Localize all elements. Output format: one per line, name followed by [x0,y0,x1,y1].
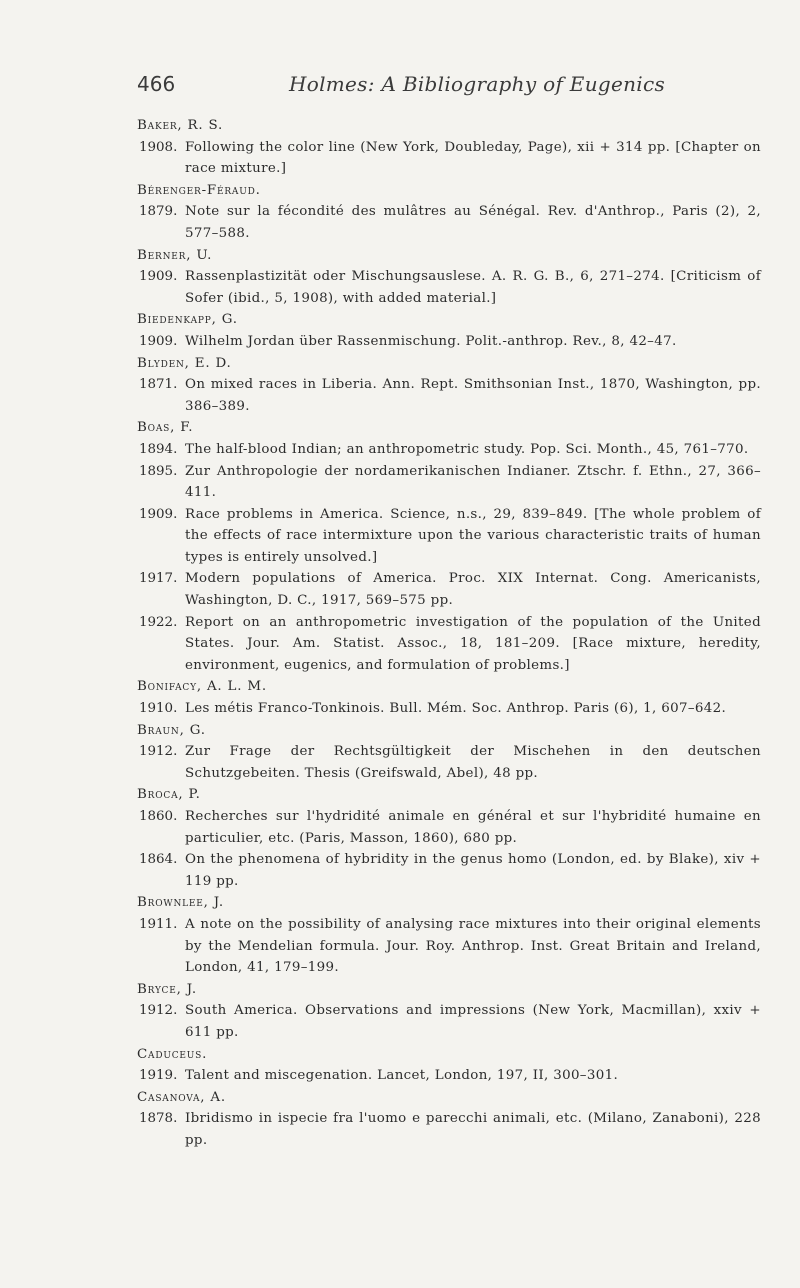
entry-text: Zur Frage der Rechtsgültigkeit der Mischehen in den deutschen Schutzgebeiten. Thesis (Greifswald, Abel), 48 pp. [185,744,761,781]
author-block [137,720,761,785]
author-block [137,1087,761,1152]
entry-year: 1879. [139,204,178,220]
running-title: Holmes: A Bibliography of Eugenics [289,72,666,96]
entry-text: Race problems in America. Science, n.s., 29, 839–849. [The whole problem of the effects of race intermixture upon the various characteristic traits of human types is entirely unsolved.] [185,506,761,565]
entry-year: 1909. [139,269,178,285]
bibliography-entry [137,849,761,892]
entry-year: 1894. [139,441,178,457]
entry-text: Note sur la fécondité des mulâtres au Sénégal. Rev. d'Anthrop., Paris (2), 2, 577–588. [185,204,761,241]
author-name: Broca, P. [137,787,201,803]
bibliography-entry [137,698,761,720]
author-name: Casanova, A. [137,1089,226,1105]
entry-year: 1919. [139,1068,178,1084]
entry-text: Recherches sur l'hydridité animale en général et sur l'hybridité humaine en particulier, etc. (Paris, Masson, 1860), 680 pp. [185,809,761,846]
author-name: Bonifacy, A. L. M. [137,679,267,695]
bibliography-entry [137,741,761,784]
author-name: Baker, R. S. [137,118,224,133]
bibliography-entry [137,331,761,353]
entry-year: 1871. [139,377,178,393]
entry-text: Zur Anthropologie der nordamerikanischen Indianer. Ztschr. f. Ethn., 27, 366–411. [185,463,761,501]
author-block [137,784,761,892]
entry-text: Wilhelm Jordan über Rassenmischung. Polit.-anthrop. Rev., 8, 42–47. [185,333,677,349]
author-block [137,676,761,719]
author-block [137,180,761,245]
entry-year: 1910. [139,701,178,717]
entry-year: 1878. [139,1111,178,1127]
bibliography-entry [137,504,761,569]
entry-text: Modern populations of America. Proc. XIX Internat. Cong. Americanists, Washington, D. C., 1917, 569–575 pp. [185,571,761,609]
entry-year: 1908. [139,139,178,155]
bibliography-entry [137,137,761,180]
author-block [137,309,761,352]
author-name: Braun, G. [137,722,206,738]
page-number: 466 [137,72,176,96]
author-block [137,979,761,1044]
entry-year: 1912. [139,744,178,760]
entry-text: South America. Observations and impressions (New York, Macmillan), xxiv + 611 pp. [185,1003,761,1040]
bibliography-entry [137,1108,761,1151]
entry-text: Report on an anthropometric investigation of the population of the United States. Jour. Am. Statist. Assoc., 18, 181–209. [Race mixture, heredity, environment, eugenics, and formulation of problems.] [185,614,761,673]
entry-text: The half-blood Indian; an anthropometric study. Pop. Sci. Month., 45, 761–770. [185,441,749,457]
entry-text: On the phenomena of hybridity in the genus homo (London, ed. by Blake), xiv + 119 pp. [185,852,761,889]
entry-year: 1922. [139,614,178,630]
author-name: Caduceus. [137,1046,208,1062]
author-name: Berner, U. [137,247,213,263]
entry-year: 1909. [139,333,178,349]
entry-text: A note on the possibility of analysing race mixtures into their original elements by the Mendelian formula. Jour. Roy. Anthrop. Inst. Great Britain and Ireland, London, 41, 179–199. [185,916,761,976]
entry-year: 1911. [139,916,178,932]
bibliography-entry [137,612,761,677]
author-name: Bryce, J. [137,981,197,997]
bibliography-entry [137,568,761,611]
bibliography-entry [137,806,761,849]
author-name: Blyden, E. D. [137,355,232,371]
bibliography-entry [137,1000,761,1043]
bibliography-entry [137,266,761,309]
bibliography-entry [137,439,761,461]
entry-text: On mixed races in Liberia. Ann. Rept. Smithsonian Inst., 1870, Washington, pp. 386–389. [185,377,761,414]
bibliography-entry [137,461,761,504]
bibliography-entry [137,201,761,244]
bibliography-entry [137,1065,761,1087]
author-block [137,353,761,418]
author-name: Biedenkapp, G. [137,312,238,328]
bibliography-list [137,115,761,1152]
author-name: Brownlee, J. [137,895,224,911]
author-name: Bérenger-Féraud. [137,182,261,198]
author-block [137,892,761,978]
entry-text: Talent and miscegenation. Lancet, London, 197, II, 300–301. [185,1068,619,1084]
entry-year: 1912. [139,1003,178,1019]
author-block [137,1044,761,1087]
author-name: Boas, F. [137,420,194,436]
entry-year: 1860. [139,809,178,824]
entry-year: 1895. [139,463,178,479]
author-block [137,245,761,310]
entry-text: Rassenplastizität oder Mischungsauslese. A. R. G. B., 6, 271–274. [Criticism of Sofer (ibid., 5, 1908), with added material.] [185,269,761,306]
entry-text: Les métis Franco-Tonkinois. Bull. Mém. Soc. Anthrop. Paris (6), 1, 607–642. [185,701,727,717]
bibliography-entry [137,374,761,417]
author-block [137,417,761,676]
entry-text: Ibridismo in ispecie fra l'uomo e parecchi animali, etc. (Milano, Zanaboni), 228 pp. [185,1111,761,1148]
entry-year: 1917. [139,571,178,587]
entry-year: 1864. [139,852,178,868]
author-block [137,115,761,180]
entry-text: Following the color line (New York, Doubleday, Page), xii + 314 pp. [Chapter on race mixture.] [185,139,761,177]
entry-year: 1909. [139,506,178,522]
bibliography-entry [137,914,761,979]
